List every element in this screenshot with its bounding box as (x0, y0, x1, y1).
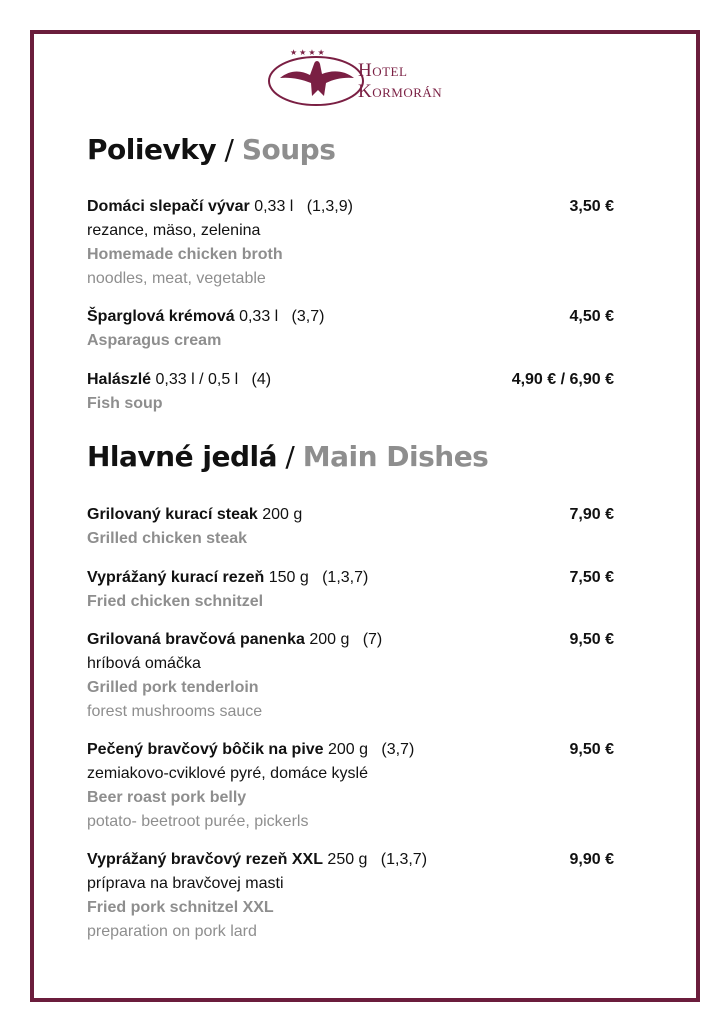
section-title-separator: / (216, 133, 242, 166)
item-description-en: forest mushrooms sauce (87, 703, 263, 720)
item-detail: 200 g (3,7) (323, 741, 415, 758)
item-name-en: Homemade chicken broth (87, 246, 283, 263)
item-price: 9,90 € (569, 851, 614, 868)
item-price: 7,50 € (569, 569, 614, 586)
item-price: 9,50 € (569, 741, 614, 758)
item-name: Vyprážaný bravčový rezeň XXL (87, 851, 323, 868)
item-name: Vyprážaný kurací rezeň (87, 569, 265, 586)
item-name-en: Asparagus cream (87, 332, 222, 349)
item-name: Grilovaná bravčová panenka (87, 631, 305, 648)
section-title-soups (87, 133, 335, 166)
menu-item (87, 628, 614, 724)
menu-item (87, 368, 614, 416)
menu-item (87, 566, 614, 614)
logo-stars: ★★★★ (290, 48, 327, 57)
item-name: Halászlé (87, 371, 152, 388)
section-title-main-dishes (87, 440, 488, 473)
logo-line-2: Kormorán (358, 81, 443, 102)
item-detail: 0,33 l (3,7) (234, 308, 325, 325)
section-title-en: Soups (241, 133, 336, 166)
item-price: 4,90 € / 6,90 € (511, 371, 614, 388)
item-description: zemiakovo-cviklové pyré, domáce kyslé (87, 765, 368, 782)
item-detail: 0,33 l / 0,5 l (4) (151, 371, 272, 388)
item-name: Grilovaný kurací steak (87, 506, 258, 523)
item-name-en: Grilled chicken steak (87, 530, 248, 547)
section-title-separator: / (276, 440, 303, 473)
item-detail: 200 g (257, 506, 303, 523)
item-detail: 0,33 l (1,3,9) (249, 198, 353, 215)
item-name-en: Grilled pork tenderloin (87, 679, 259, 696)
item-name-en: Fried pork schnitzel XXL (87, 899, 274, 916)
section-title-sk: Hlavné jedlá (87, 440, 277, 473)
item-description: príprava na bravčovej masti (87, 875, 284, 892)
item-name: Pečený bravčový bôčik na pive (87, 741, 324, 758)
menu-item (87, 503, 614, 551)
item-description: rezance, mäso, zelenina (87, 222, 261, 239)
section-title-en: Main Dishes (302, 440, 489, 473)
item-detail: 200 g (7) (304, 631, 383, 648)
item-description-en: preparation on pork lard (87, 923, 257, 940)
item-price: 3,50 € (569, 198, 614, 215)
item-name: Domáci slepačí vývar (87, 198, 250, 215)
logo-line-1: Hotel (358, 60, 408, 81)
item-description: hríbová omáčka (87, 655, 201, 672)
item-name: Šparglová krémová (87, 308, 235, 325)
item-name-en: Fried chicken schnitzel (87, 593, 264, 610)
menu-item (87, 848, 614, 944)
item-price: 9,50 € (569, 631, 614, 648)
cormorant-icon (280, 61, 354, 96)
item-description-en: potato- beetroot purée, pickerls (87, 813, 309, 830)
item-description-en: noodles, meat, vegetable (87, 270, 266, 287)
menu-item (87, 305, 614, 353)
menu-item (87, 738, 614, 834)
item-detail: 150 g (1,3,7) (264, 569, 369, 586)
menu-item (87, 195, 614, 291)
logo-text (358, 60, 442, 102)
item-price: 7,90 € (569, 506, 614, 523)
item-price: 4,50 € (569, 308, 614, 325)
section-title-sk: Polievky (87, 133, 217, 166)
item-name-en: Beer roast pork belly (87, 789, 247, 806)
item-detail: 250 g (1,3,7) (322, 851, 428, 868)
item-name-en: Fish soup (87, 395, 163, 412)
